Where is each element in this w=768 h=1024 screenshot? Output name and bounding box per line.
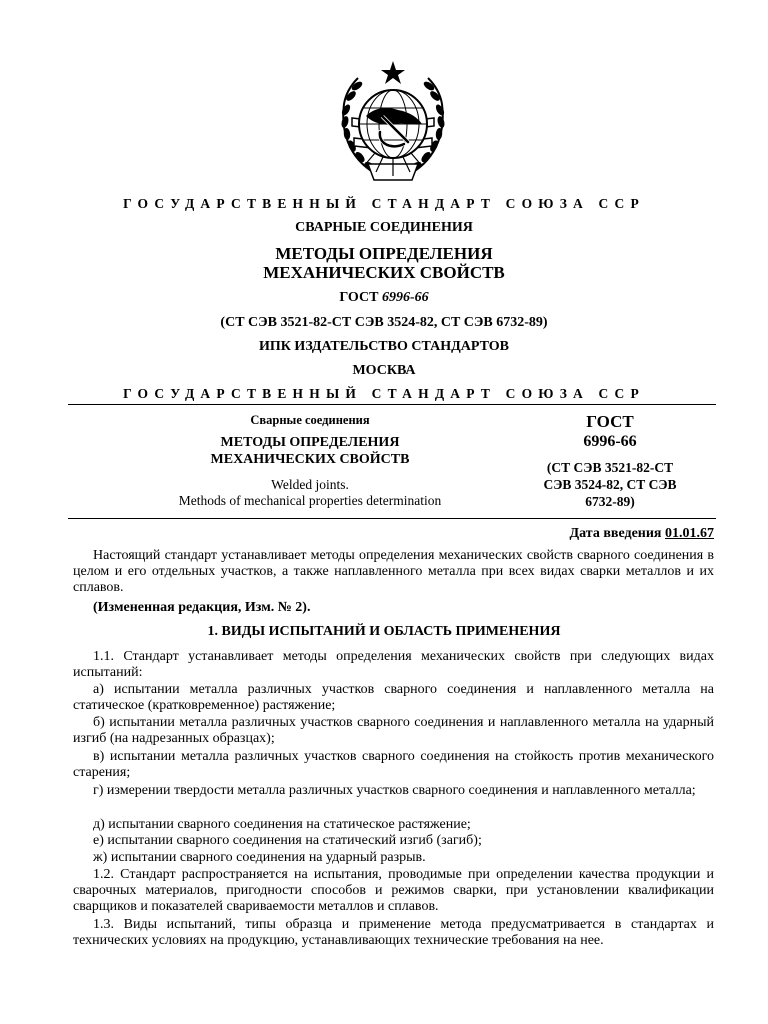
introduction-date-label: Дата введения (569, 526, 665, 541)
introduction-date (570, 526, 714, 542)
box-title-line-2: МЕХАНИЧЕСКИХ СВОЙСТВ (210, 452, 410, 467)
city: МОСКВА (352, 363, 416, 378)
box-english-title-1: Welded joints. (271, 477, 349, 492)
introduction-date-value: 01.01.67 (665, 526, 714, 541)
box-english-title-2: Methods of mechanical properties determination (178, 493, 442, 508)
clause-1-1-item-b: б) испытании металла различных участков сварного соединения и наплавленного металла на ударный изгиб (на надрезанных образцах); (73, 715, 714, 747)
title-box-top-rule (68, 404, 716, 405)
clause-1-1-item-g: г) измерении твердости металла различных участков сварного соединения и наплавленного металла; (93, 783, 696, 798)
sev-references: (СТ СЭВ 3521-82-СТ СЭВ 3524-82, СТ СЭВ 6732-89) (220, 315, 548, 330)
clause-1-1-item-d: д) испытании сварного соединения на статическое растяжение; (93, 817, 471, 832)
box-sev-line-2: СЭВ 3524-82, СТ СЭВ (543, 477, 677, 492)
box-gost-number: 6996-66 (583, 433, 637, 450)
clause-1-1-item-zh: ж) испытании сварного соединения на ударный разрыв. (93, 850, 426, 865)
gost-number: 6996-66 (381, 290, 429, 305)
box-gost-label: ГОСТ (586, 412, 634, 431)
box-sev-line-3: 6732-89) (585, 494, 635, 509)
clause-1-1: 1.1. Стандарт устанавливает методы определения механических свойств при следующих видах испытаний: (73, 649, 714, 681)
clause-1-1-item-v: в) испытании металла различных участков сварного соединения на стойкость против механического старения; (73, 749, 714, 781)
clause-1-1-item-e: е) испытании сварного соединения на статический изгиб (загиб); (93, 833, 482, 848)
state-standard-heading-2: ГОСУДАРСТВЕННЫЙ СТАНДАРТ СОЮЗА ССР (123, 386, 645, 401)
subject-heading: СВАРНЫЕ СОЕДИНЕНИЯ (295, 220, 473, 235)
title-box-bottom-rule (68, 518, 716, 519)
clause-1-3: 1.3. Виды испытаний, типы образца и применение метода предусматривается в стандартах и технических условиях на продукцию, устанавливающих технические требования на нее. (73, 917, 714, 949)
title-line-2: МЕХАНИЧЕСКИХ СВОЙСТВ (263, 263, 505, 282)
clause-1-2: 1.2. Стандарт распространяется на испытания, проводимые при определении качества продукции и сварочных материалов, пригодности способов и режимов сварки, при установлении квалификации сварщиков и показателей свариваемости металлов и сплавов. (73, 867, 714, 915)
gost-prefix: ГОСТ (339, 290, 382, 305)
publisher: ИПК ИЗДАТЕЛЬСТВО СТАНДАРТОВ (259, 339, 509, 354)
title-line-1: МЕТОДЫ ОПРЕДЕЛЕНИЯ (275, 244, 493, 263)
ussr-emblem-icon (330, 58, 456, 188)
ussr-emblem (330, 58, 456, 188)
box-title-line-1: МЕТОДЫ ОПРЕДЕЛЕНИЯ (220, 435, 400, 450)
revision-note: (Измененная редакция, Изм. № 2). (93, 600, 311, 615)
state-standard-heading: ГОСУДАРСТВЕННЫЙ СТАНДАРТ СОЮЗА ССР (123, 196, 645, 211)
intro-paragraph: Настоящий стандарт устанавливает методы определения механических свойств сварного соединения в целом и его отдельных участков, а также наплавленного металла при всех видах сварки металлов и их сплавов. (73, 548, 714, 596)
box-sev-line-1: (СТ СЭВ 3521-82-СТ (546, 460, 674, 475)
box-subject: Сварные соединения (250, 413, 370, 427)
section-1-title: 1. ВИДЫ ИСПЫТАНИЙ И ОБЛАСТЬ ПРИМЕНЕНИЯ (207, 624, 561, 639)
clause-1-1-item-a: а) испытании металла различных участков сварного соединения и наплавленного металла на статическое (кратковременное) растяжение; (73, 682, 714, 714)
gost-designation (0, 290, 768, 306)
